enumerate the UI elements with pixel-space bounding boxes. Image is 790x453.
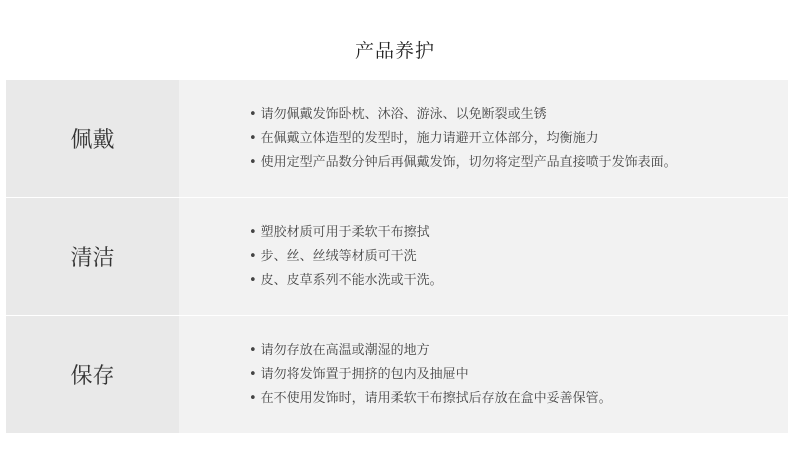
- bullet-icon: •: [249, 224, 257, 240]
- bullet-icon: •: [249, 154, 257, 170]
- care-table: [6, 80, 788, 433]
- row-body-cleaning: [179, 198, 788, 315]
- bullet-icon: •: [249, 390, 257, 406]
- bullet-icon: •: [249, 366, 257, 382]
- list-item: • 使用定型产品数分钟后再佩戴发饰，切勿将定型产品直接喷于发饰表面。: [249, 151, 788, 175]
- row-body-wearing: [179, 80, 788, 197]
- bullet-icon: •: [249, 342, 257, 358]
- row-body-storage: [179, 316, 788, 433]
- row-label-cleaning: 清洁: [6, 198, 179, 315]
- list-item: • 请勿佩戴发饰卧枕、沐浴、游泳、以免断裂或生锈: [249, 103, 788, 127]
- bullet-icon: •: [249, 272, 257, 288]
- list-item: • 在不使用发饰时，请用柔软干布擦拭后存放在盒中妥善保管。: [249, 387, 788, 411]
- list-item: • 步、丝、丝绒等材质可干洗: [249, 245, 788, 269]
- row-label-wearing: 佩戴: [6, 80, 179, 197]
- care-row-wearing: [6, 80, 788, 197]
- list-item: • 皮、皮草系列不能水洗或干洗。: [249, 269, 788, 293]
- list-item: • 请勿存放在高温或潮湿的地方: [249, 339, 788, 363]
- bullet-icon: •: [249, 130, 257, 146]
- care-row-cleaning: [6, 198, 788, 315]
- list-item: • 请勿将发饰置于拥挤的包内及抽屉中: [249, 363, 788, 387]
- care-row-storage: [6, 316, 788, 433]
- bullet-icon: •: [249, 106, 257, 122]
- row-label-storage: 保存: [6, 316, 179, 433]
- list-item: • 塑胶材质可用于柔软干布擦拭: [249, 221, 788, 245]
- bullet-icon: •: [249, 248, 257, 264]
- page-title: 产品养护: [354, 40, 435, 62]
- list-item: • 在佩戴立体造型的发型时，施力请避开立体部分，均衡施力: [249, 127, 788, 151]
